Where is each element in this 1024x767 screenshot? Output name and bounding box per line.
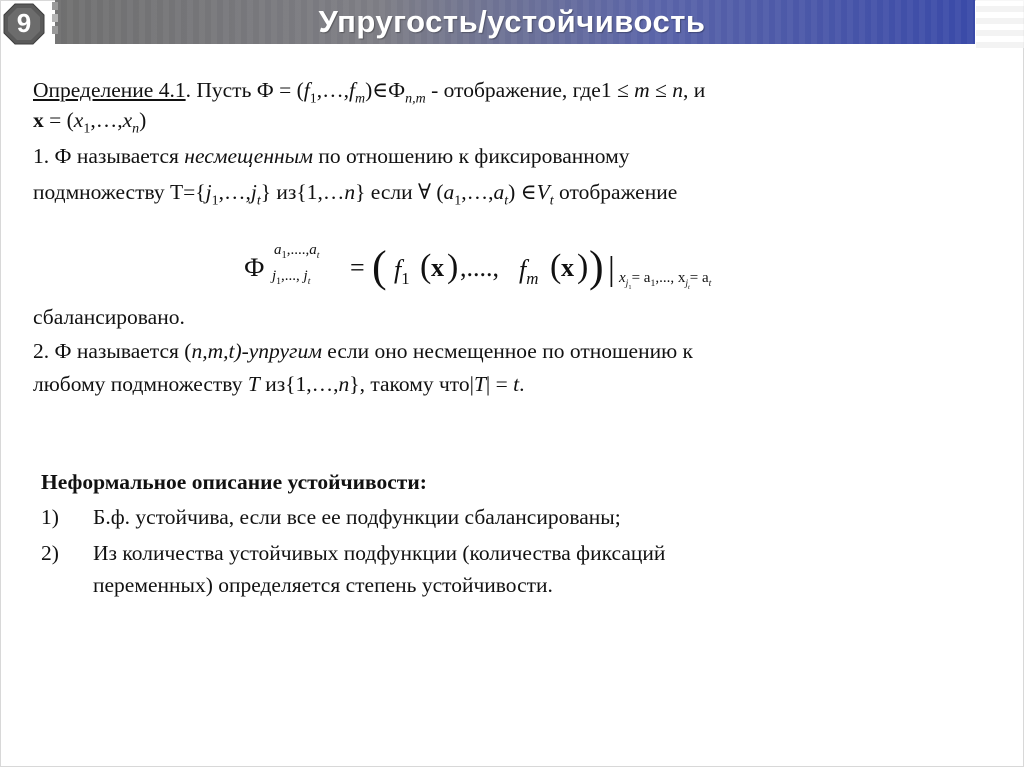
list-item-text: Б.ф. устойчива, если все ее подфункции сбалансированы;	[93, 505, 621, 529]
balanced-text: сбалансировано.	[33, 305, 185, 329]
formula-x-2: x	[561, 253, 574, 282]
formula-bar: |	[608, 251, 615, 288]
formula: Ф $a_1,....,a_t$ $j_1$,..., $j_t$ = ( $f_1$ ( x ) ,...., $f_m$ ( x ) ) | $x_{j_1}= a_1$,..., $x_{j_t}= a_t$	[244, 242, 712, 291]
formula-equals: =	[350, 253, 365, 282]
list-item-continuation: переменных) определяется степень устойчивости.	[93, 573, 553, 597]
list-item-number: 2)	[41, 541, 59, 565]
formula-subscript: $j_1$,..., $j_t$	[272, 268, 311, 287]
point-2-line-1: 2. Ф называется (n,m,t)-упругим если оно несмещенное по отношению к	[33, 339, 693, 363]
formula-superscript: $a_1,....,a_t$	[274, 242, 320, 261]
term-resilient: )-упругим	[234, 339, 322, 363]
definition-label: Определение 4.1	[33, 78, 186, 102]
formula-phi: Ф	[244, 253, 265, 282]
definition-line-1: Определение 4.1. Пусть $Ф = (f_1,\dots,f_m)\in Ф_{n,m}$ - отображение, где1 ≤ m ≤ n, и	[33, 78, 706, 107]
point-1-line-2: подмножеству $T=\{j_1,\dots,j_t\}$ из{1,…n} если ∀ $(a_1,\dots,a_t)$ $\in V_t$ отображение	[33, 180, 678, 209]
formula-condition: $x_{j_1}= a_1$,..., $x_{j_t}= a_t$	[619, 270, 712, 291]
slide-title: Упругость/устойчивость	[318, 4, 706, 39]
point-1-line-1: 1. Ф называется несмещенным по отношению к фиксированному	[33, 144, 630, 168]
term-unbiased: несмещенным	[184, 144, 313, 168]
informal-heading: Неформальное описание устойчивости:	[41, 470, 427, 494]
definition-line-2: $x = (x_1,\dots,x_n)$	[33, 108, 147, 137]
formula-fm: $f_m$	[519, 255, 539, 289]
list-item-text: Из количества устойчивых подфункции (количества фиксаций	[93, 541, 666, 565]
formula-x-1: x	[431, 253, 444, 282]
list-item-number: 1)	[41, 505, 59, 529]
formula-paren-open: (	[372, 242, 387, 291]
formula-paren-close: )	[589, 242, 604, 291]
formula-f1: $f_1$	[394, 255, 410, 289]
point-2-line-2: любому подмножеству T из{1,…,n}, такому что|T| = t.	[33, 372, 525, 396]
slide-number: 9	[16, 8, 32, 38]
